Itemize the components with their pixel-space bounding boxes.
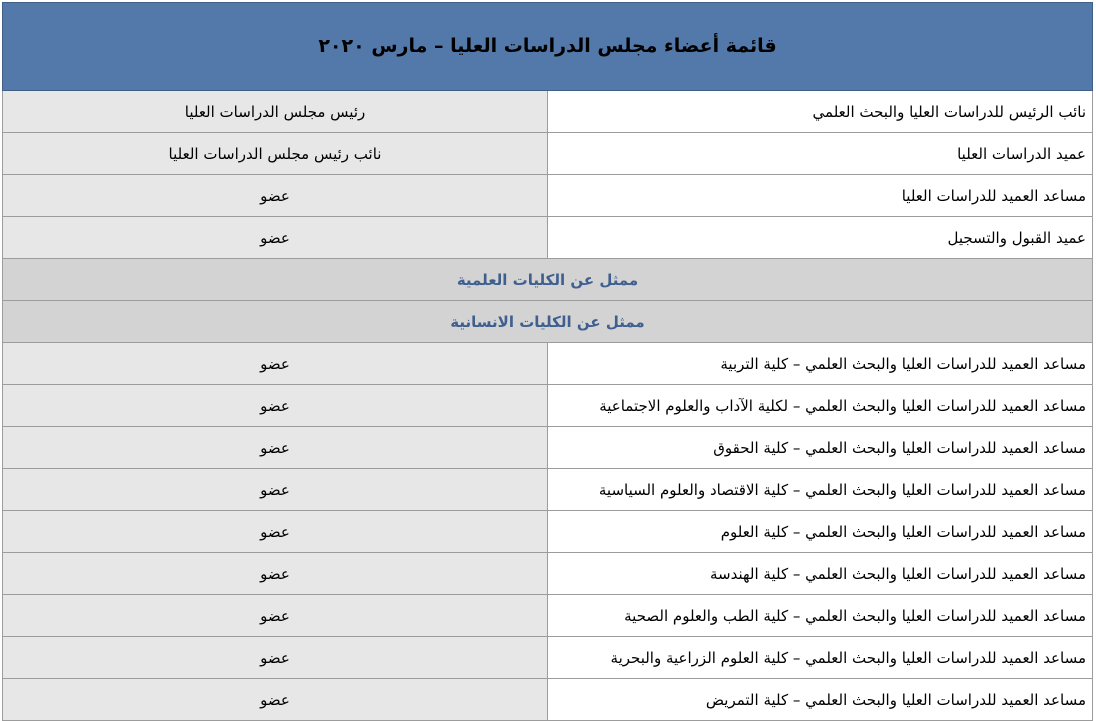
table-row — [3, 427, 1093, 469]
role-cell: عضو — [3, 637, 548, 679]
position-cell: مساعد العميد للدراسات العليا والبحث العلمي – لكلية الآداب والعلوم الاجتماعية — [548, 385, 1093, 427]
table-row — [3, 679, 1093, 721]
position-cell: نائب الرئيس للدراسات العليا والبحث العلمي — [548, 91, 1093, 133]
position-cell: مساعد العميد للدراسات العليا — [548, 175, 1093, 217]
table-row — [3, 343, 1093, 385]
position-cell: مساعد العميد للدراسات العليا والبحث العلمي – كلية العلوم الزراعية والبحرية — [548, 637, 1093, 679]
position-cell: مساعد العميد للدراسات العليا والبحث العلمي – كلية الطب والعلوم الصحية — [548, 595, 1093, 637]
table-row — [3, 469, 1093, 511]
position-cell: مساعد العميد للدراسات العليا والبحث العلمي – كلية التمريض — [548, 679, 1093, 721]
role-cell: عضو — [3, 679, 548, 721]
position-cell: مساعد العميد للدراسات العليا والبحث العلمي – كلية العلوم — [548, 511, 1093, 553]
role-cell: عضو — [3, 511, 548, 553]
table-row — [3, 595, 1093, 637]
role-cell: عضو — [3, 175, 548, 217]
table-row — [3, 385, 1093, 427]
role-cell: عضو — [3, 469, 548, 511]
role-cell: عضو — [3, 385, 548, 427]
position-cell: عميد الدراسات العليا — [548, 133, 1093, 175]
section-row-scientific-colleges — [3, 259, 1093, 301]
position-cell: مساعد العميد للدراسات العليا والبحث العلمي – كلية التربية — [548, 343, 1093, 385]
role-cell: رئيس مجلس الدراسات العليا — [3, 91, 548, 133]
role-cell: عضو — [3, 343, 548, 385]
table-row — [3, 133, 1093, 175]
role-cell: عضو — [3, 595, 548, 637]
title-row — [3, 3, 1093, 91]
role-cell: عضو — [3, 553, 548, 595]
table-row — [3, 511, 1093, 553]
table-title: قائمة أعضاء مجلس الدراسات العليا – مارس ٢٠٢٠ — [3, 3, 1093, 91]
section-heading: ممثل عن الكليات العلمية — [3, 259, 1093, 301]
position-cell: مساعد العميد للدراسات العليا والبحث العلمي – كلية الحقوق — [548, 427, 1093, 469]
position-cell: مساعد العميد للدراسات العليا والبحث العلمي – كلية الهندسة — [548, 553, 1093, 595]
council-members-table — [2, 2, 1093, 721]
table-row — [3, 553, 1093, 595]
role-cell: نائب رئيس مجلس الدراسات العليا — [3, 133, 548, 175]
section-heading: ممثل عن الكليات الانسانية — [3, 301, 1093, 343]
role-cell: عضو — [3, 427, 548, 469]
section-row-humanities-colleges — [3, 301, 1093, 343]
table-row — [3, 637, 1093, 679]
table-row — [3, 175, 1093, 217]
table-row — [3, 217, 1093, 259]
role-cell: عضو — [3, 217, 548, 259]
position-cell: مساعد العميد للدراسات العليا والبحث العلمي – كلية الاقتصاد والعلوم السياسية — [548, 469, 1093, 511]
position-cell: عميد القبول والتسجيل — [548, 217, 1093, 259]
table-row — [3, 91, 1093, 133]
